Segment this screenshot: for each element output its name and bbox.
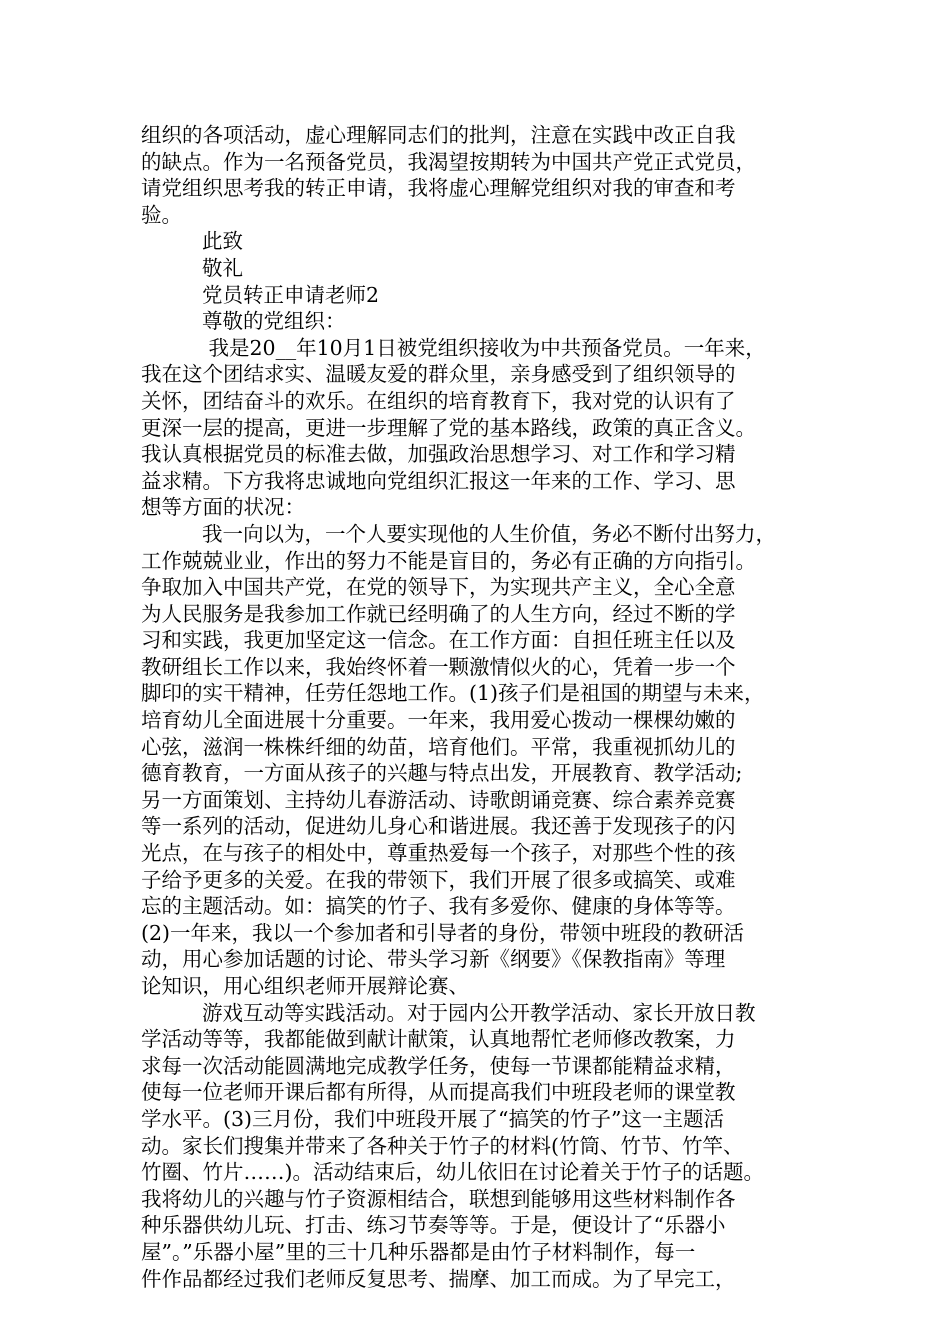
paragraph-line: 验。 xyxy=(141,202,182,227)
paragraph-line: 脚印的实干精神，任劳任怨地工作。(1)孩子们是祖国的期望与未来， xyxy=(141,681,765,706)
paragraph-line: 竹圈、竹片……)。活动结束后，幼儿依旧在讨论着关于竹子的话题。 xyxy=(141,1160,764,1185)
paragraph-line: (2)一年来，我以一个参加者和引导者的身份，带领中班段的教研活 xyxy=(141,920,745,945)
document-body xyxy=(141,122,821,1292)
paragraph-line: 的缺点。作为一名预备党员，我渴望按期转为中国共产党正式党员， xyxy=(141,149,756,174)
paragraph-line: 关怀，团结奋斗的欢乐。在组织的培育教育下，我对党的认识有了 xyxy=(141,388,736,413)
paragraph-line: 为人民服务是我参加工作就已经明确了的人生方向，经过不断的学 xyxy=(141,601,736,626)
paragraph-line: 学活动等等，我都能做到献计献策，认真地帮忙老师修改教案，力 xyxy=(141,1027,736,1052)
paragraph-line: 益求精。下方我将忠诚地向党组织汇报这一年来的工作、学习、思 xyxy=(141,468,736,493)
paragraph-line: 子给予更多的关爱。在我的带领下，我们开展了很多或搞笑、或难 xyxy=(141,867,736,892)
paragraph-line: 更深一层的提高，更进一步理解了党的基本路线，政策的真正含义。 xyxy=(141,415,756,440)
paragraph-line: 件作品都经过我们老师反复思考、揣摩、加工而成。为了早完工， xyxy=(141,1266,736,1291)
paragraph-line-indented: 我是20__年10月1日被党组织接收为中共预备党员。一年来， xyxy=(202,335,766,360)
paragraph-line: 等一系列的活动，促进幼儿身心和谐进展。我还善于发现孩子的闪 xyxy=(141,814,736,839)
paragraph-line: 教研组长工作以来，我始终怀着一颗激情似火的心，凭着一步一个 xyxy=(141,654,736,679)
paragraph-line: 组织的各项活动，虚心理解同志们的批判，注意在实践中改正自我 xyxy=(141,123,736,147)
paragraph-line: 忘的主题活动。如：搞笑的竹子、我有多爱你、健康的身体等等。 xyxy=(141,894,736,919)
paragraph-line: 另一方面策划、主持幼儿春游活动、诗歌朗诵竞赛、综合素养竞赛 xyxy=(141,787,736,812)
paragraph-line-indented: 尊敬的党组织： xyxy=(202,309,346,334)
paragraph-line: 习和实践，我更加坚定这一信念。在工作方面：自担任班主任以及 xyxy=(141,628,736,653)
paragraph-line: 学水平。(3)三月份，我们中班段开展了“搞笑的竹子”这一主题活 xyxy=(141,1106,724,1131)
paragraph-line: 使每一位老师开课后都有所得，从而提高我们中班段老师的课堂教 xyxy=(141,1080,736,1105)
paragraph-line: 工作兢兢业业，作出的努力不能是盲目的，务必有正确的方向指引。 xyxy=(141,548,756,573)
paragraph-line: 论知识，用心组织老师开展辩论赛、 xyxy=(141,974,469,998)
paragraph-line: 屋”。”乐器小屋”里的三十几种乐器都是由竹子材料制作，每一 xyxy=(141,1239,696,1264)
paragraph-line: 我认真根据党员的标准去做，加强政治思想学习、对工作和学习精 xyxy=(141,442,736,467)
paragraph-line: 德育教育，一方面从孩子的兴趣与特点出发，开展教育、教学活动; xyxy=(141,761,743,786)
paragraph-line: 请党组织思考我的转正申请，我将虚心理解党组织对我的审查和考 xyxy=(141,176,736,201)
paragraph-line: 求每一次活动能圆满地完成教学任务，使每一节课都能精益求精， xyxy=(141,1053,736,1078)
paragraph-line: 想等方面的状况： xyxy=(141,495,305,520)
paragraph-line-indented: 敬礼 xyxy=(202,255,243,280)
paragraph-line-indented: 党员转正申请老师2 xyxy=(202,282,380,307)
paragraph-line: 种乐器供幼儿玩、打击、练习节奏等等。于是，便设计了“乐器小 xyxy=(141,1213,726,1238)
paragraph-line: 动。家长们搜集并带来了各种关于竹子的材料(竹筒、竹节、竹竿、 xyxy=(141,1133,744,1158)
paragraph-line: 培育幼儿全面进展十分重要。一年来，我用爱心拨动一棵棵幼嫩的 xyxy=(141,708,736,733)
paragraph-line: 光点，在与孩子的相处中，尊重热爱每一个孩子，对那些个性的孩 xyxy=(141,841,736,866)
paragraph-line-indented: 游戏互动等实践活动。对于园内公开教学活动、家长开放日教 xyxy=(202,1000,756,1025)
paragraph-line-indented: 我一向以为，一个人要实现他的人生价值，务必不断付出努力， xyxy=(202,521,776,546)
paragraph-line: 动，用心参加话题的讨论、带头学习新《纲要》《保教指南》等理 xyxy=(141,947,726,972)
paragraph-line-indented: 此致 xyxy=(202,229,243,254)
paragraph-line: 我在这个团结求实、温暖友爱的群众里，亲身感受到了组织领导的 xyxy=(141,362,736,387)
paragraph-line: 我将幼儿的兴趣与竹子资源相结合，联想到能够用这些材料制作各 xyxy=(141,1186,736,1211)
paragraph-line: 争取加入中国共产党，在党的领导下，为实现共产主义，全心全意 xyxy=(141,575,736,600)
paragraph-line: 心弦，滋润一株株纤细的幼苗，培育他们。平常，我重视抓幼儿的 xyxy=(141,734,736,759)
